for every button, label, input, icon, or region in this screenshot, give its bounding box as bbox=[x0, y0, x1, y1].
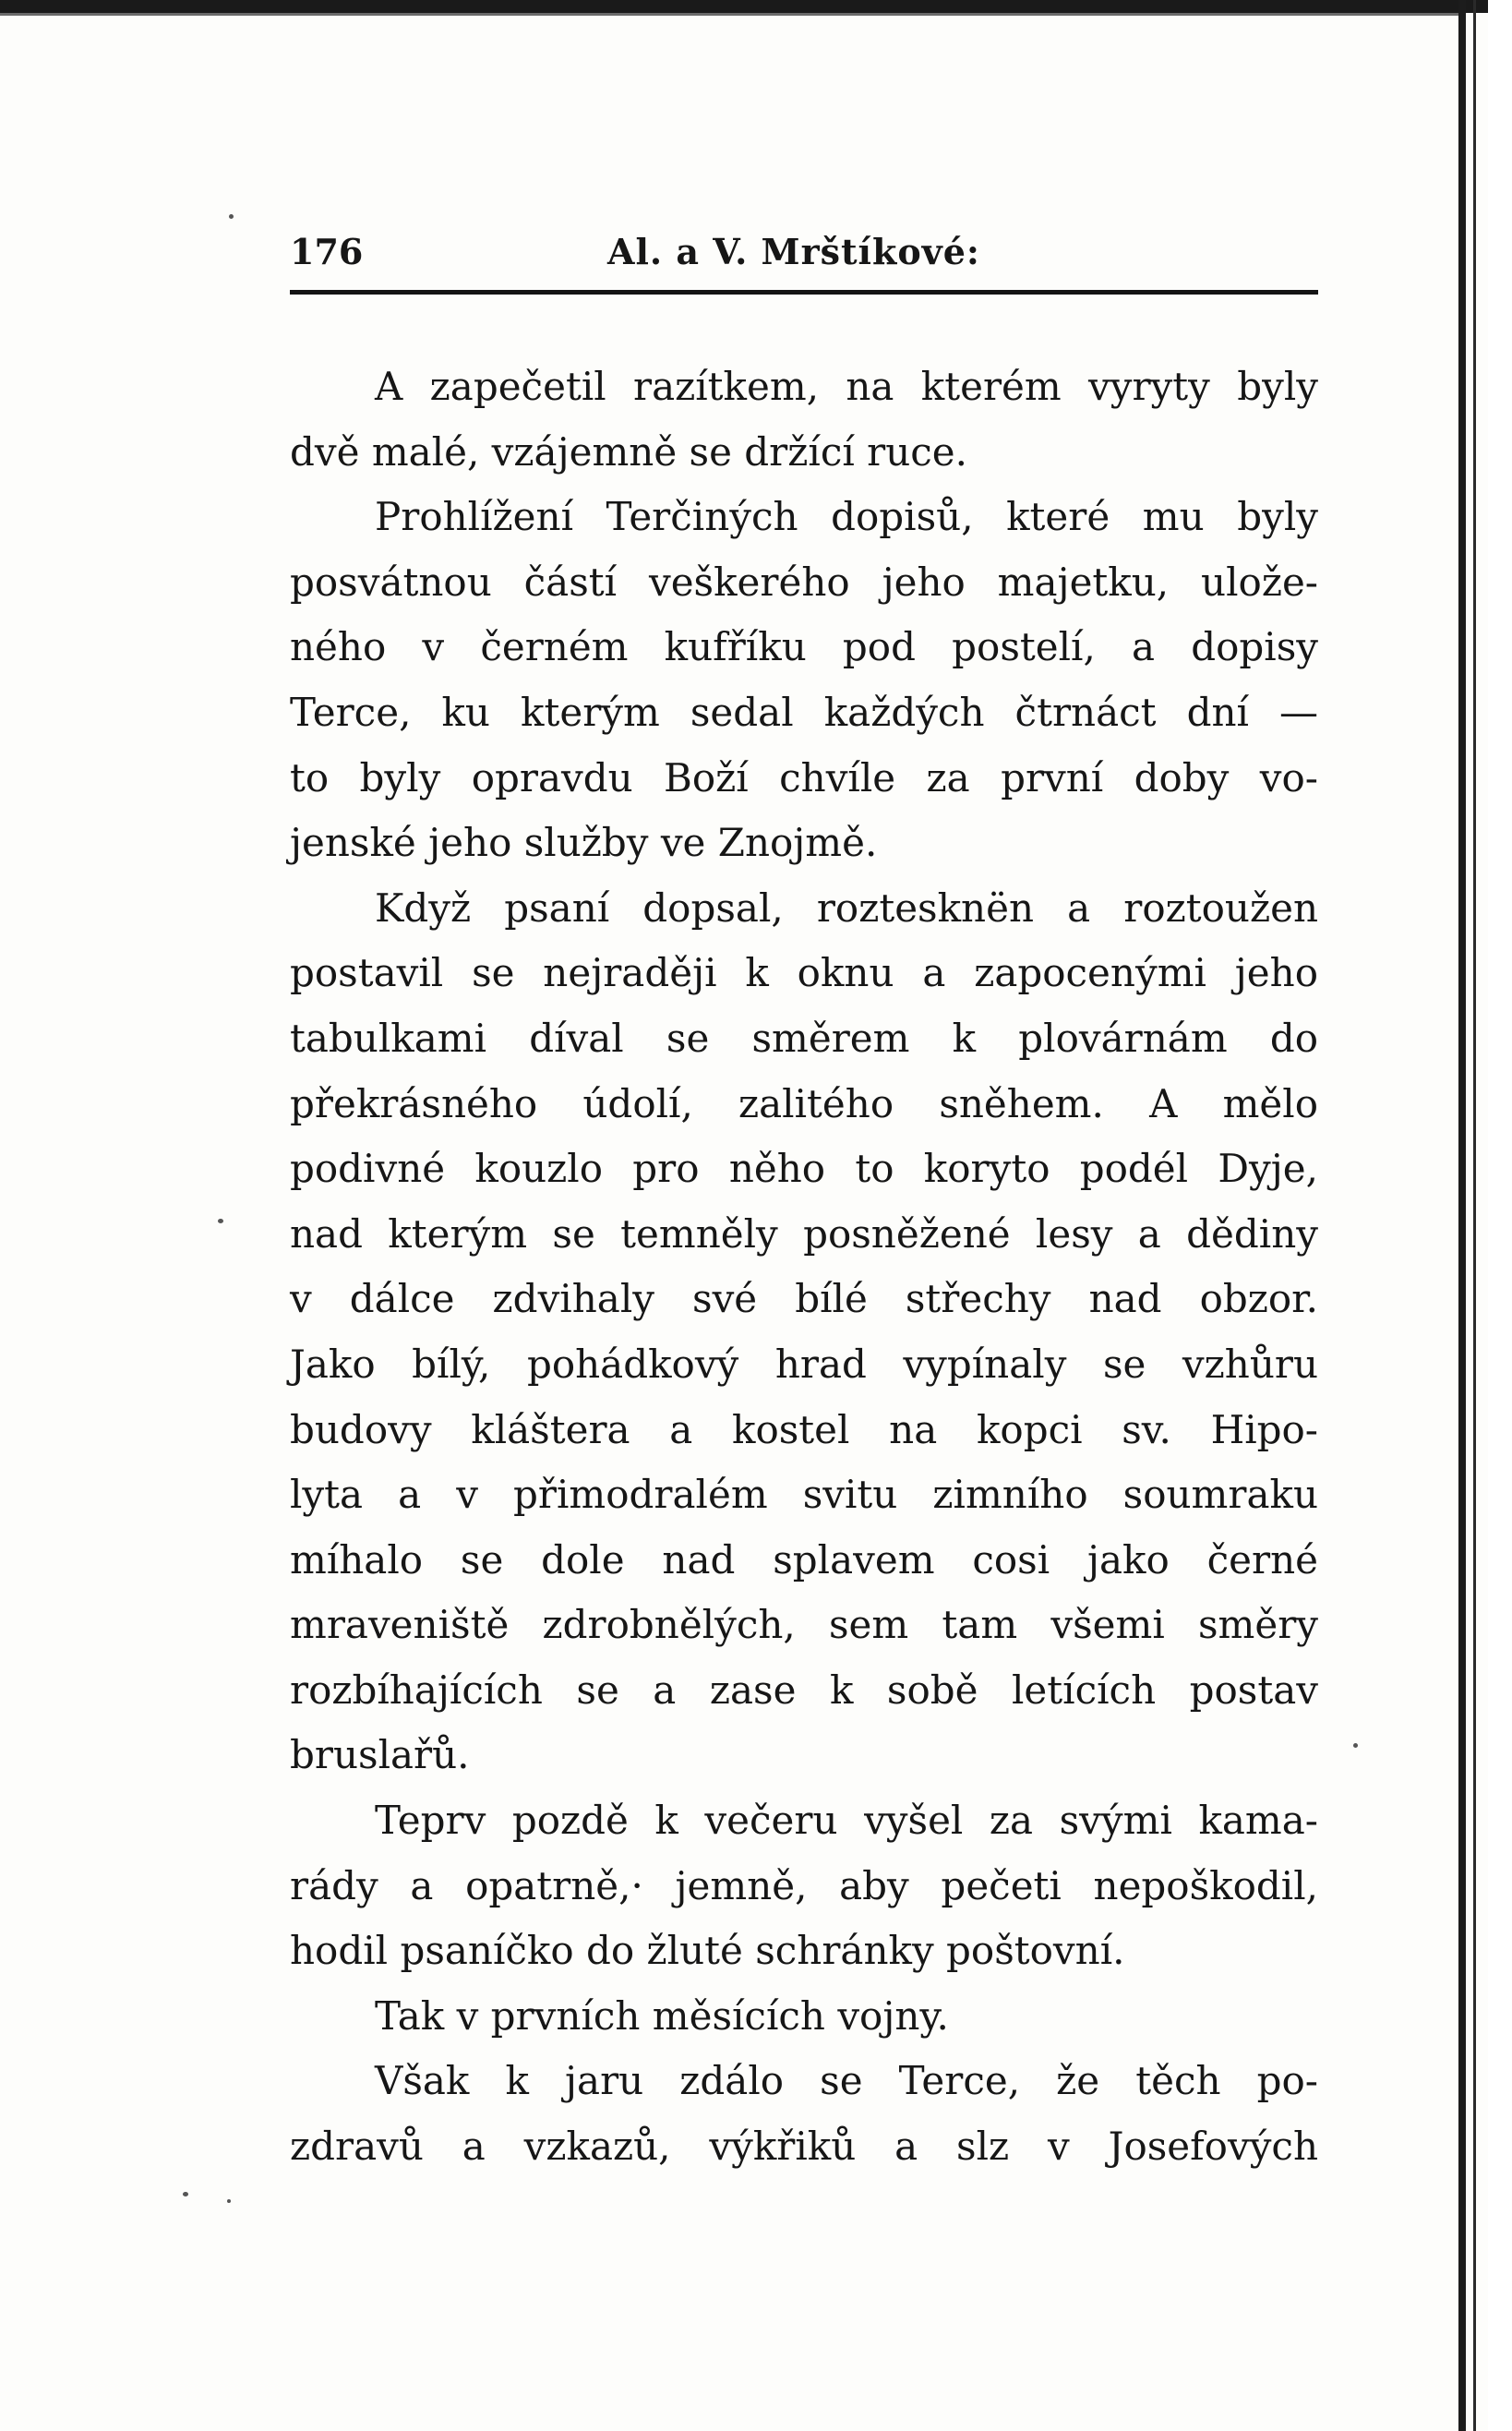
text-line: budovy kláštera a kostel na kopci sv. Hipo- bbox=[290, 1406, 1318, 1452]
scan-speck bbox=[183, 2192, 188, 2196]
text-line: jenské jeho služby ve Znojmě. bbox=[290, 820, 878, 866]
page-number: 176 bbox=[290, 231, 364, 272]
text-line: to byly opravdu Boží chvíle za první doby vo- bbox=[290, 754, 1318, 800]
scan-speck bbox=[229, 214, 234, 219]
body-text bbox=[290, 355, 1318, 2180]
text-line: rády a opatrně,· jemně, aby pečeti nepoškodil, bbox=[290, 1862, 1318, 1908]
text-line: tabulkami díval se směrem k plovárnám do bbox=[290, 1015, 1318, 1061]
text-line: překrásného údolí, zalitého sněhem. A mělo bbox=[290, 1080, 1318, 1126]
text-line: rozbíhajících se a zase k sobě letících postav bbox=[290, 1667, 1318, 1713]
scan-right-margin bbox=[1488, 0, 1512, 2431]
text-line: míhalo se dole nad splavem cosi jako černé bbox=[290, 1536, 1318, 1583]
text-line: posvátnou částí veškerého jeho majetku, ulože- bbox=[290, 559, 1318, 605]
running-title: Al. a V. Mrštíkové: bbox=[607, 231, 980, 272]
text-line: A zapečetil razítkem, na kterém vyryty byly bbox=[375, 364, 1318, 409]
scan-right-edge-thin bbox=[1473, 0, 1476, 2431]
scan-top-shadow bbox=[0, 13, 1458, 16]
text-line: Terce, ku kterým sedal každých čtrnáct dní — bbox=[290, 689, 1318, 735]
scan-speck bbox=[1353, 1743, 1358, 1748]
scan-right-edge bbox=[1458, 0, 1466, 2431]
text-line: bruslařů. bbox=[290, 1732, 470, 1778]
text-line: ného v černém kufříku pod postelí, a dopisy bbox=[290, 624, 1318, 670]
running-head bbox=[290, 231, 1318, 279]
text-line: Prohlížení Terčiných dopisů, které mu byly bbox=[375, 494, 1318, 540]
scan-top-border bbox=[0, 0, 1512, 13]
text-line: zdravů a vzkazů, výkřiků a slz v Josefových bbox=[290, 2124, 1318, 2170]
text-line: dvě malé, vzájemně se držící ruce. bbox=[290, 428, 967, 475]
text-line: Když psaní dopsal, roztesknën a roztoužen bbox=[375, 885, 1318, 931]
text-line: Jako bílý, pohádkový hrad vypínaly se vzhůru bbox=[290, 1341, 1318, 1387]
text-line: nad kterým se temněly posněžené lesy a dědiny bbox=[290, 1210, 1318, 1257]
scan-speck bbox=[218, 1219, 223, 1223]
text-line: mraveniště zdrobnělých, sem tam všemi směry bbox=[290, 1602, 1318, 1648]
scan-speck bbox=[227, 2199, 231, 2203]
text-line: lyta a v přimodralém svitu zimního soumraku bbox=[290, 1472, 1318, 1518]
text-line: Teprv pozdě k večeru vyšel za svými kama- bbox=[375, 1798, 1318, 1844]
text-line: Tak v prvních měsících vojny. bbox=[375, 1992, 949, 2039]
header-rule bbox=[290, 290, 1318, 295]
text-line: Však k jaru zdálo se Terce, že těch po- bbox=[375, 2058, 1318, 2104]
text-line: podivné kouzlo pro něho to koryto podél Dyje, bbox=[290, 1146, 1318, 1192]
text-line: v dálce zdvihaly své bílé střechy nad obzor. bbox=[290, 1276, 1318, 1322]
text-line: hodil psaníčko do žluté schránky poštovní. bbox=[290, 1928, 1125, 1974]
text-line: postavil se nejraději k oknu a zapocenými jeho bbox=[290, 950, 1318, 996]
